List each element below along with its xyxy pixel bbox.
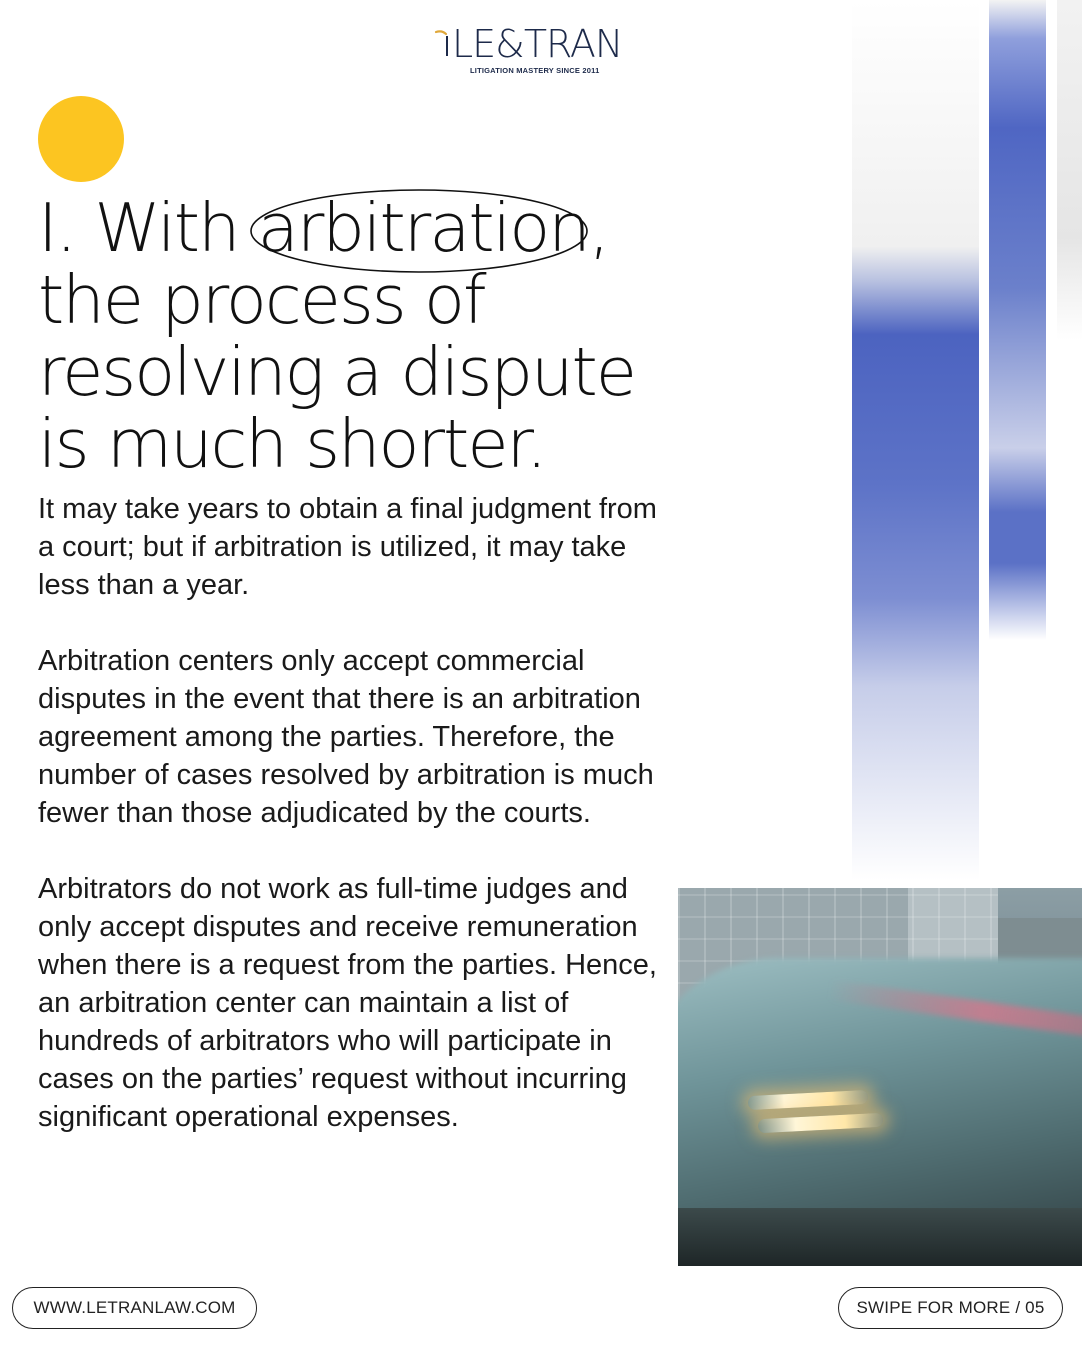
- accent-dot: [38, 96, 124, 182]
- headline-line-2: the process of: [38, 261, 485, 339]
- page-title: [38, 189, 678, 483]
- decorative-stripe-right: [1057, 0, 1082, 340]
- circled-word-text: arbitration,: [257, 189, 609, 267]
- body-text: [38, 490, 668, 1174]
- hand-drawn-oval-icon: [244, 186, 599, 276]
- brand-tagline: LITIGATION MASTERY SINCE 2011: [470, 66, 600, 75]
- blurred-train-photo: [678, 888, 1082, 1266]
- brand-logo: [430, 22, 660, 78]
- swipe-indicator[interactable]: SWIPE FOR MORE / 05: [838, 1287, 1063, 1329]
- circled-word: [257, 189, 609, 267]
- headline-prefix: I. With: [38, 189, 258, 267]
- paragraph-1: It may take years to obtain a final judgment from a court; but if arbitration is utilized, it may take less than a year.: [38, 493, 657, 601]
- headline-line-4: is much shorter.: [38, 405, 546, 483]
- website-link[interactable]: WWW.LETRANLAW.COM: [12, 1287, 257, 1329]
- decorative-stripe-middle: [989, 0, 1046, 640]
- rail-track: [678, 1208, 1082, 1266]
- headline-line-1: [38, 189, 678, 267]
- headline-line-3: resolving a dispute: [38, 333, 635, 411]
- brand-name: LE&TRAN: [452, 22, 623, 66]
- decorative-stripe-left: [852, 0, 979, 880]
- paragraph-3: Arbitrators do not work as full-time judges and only accept disputes and receive remuneration when there is a request from the parties. Hence, an arbitration center can maintain a list of hundreds of arbitrators who will participate in cases on the parties’ request without incurring significant operational expenses.: [38, 873, 657, 1133]
- paragraph-2: Arbitration centers only accept commercial disputes in the event that there is an arbitration agreement among the parties. Therefore, the number of cases resolved by arbitration is much fewer than those adjudicated by the courts.: [38, 645, 654, 829]
